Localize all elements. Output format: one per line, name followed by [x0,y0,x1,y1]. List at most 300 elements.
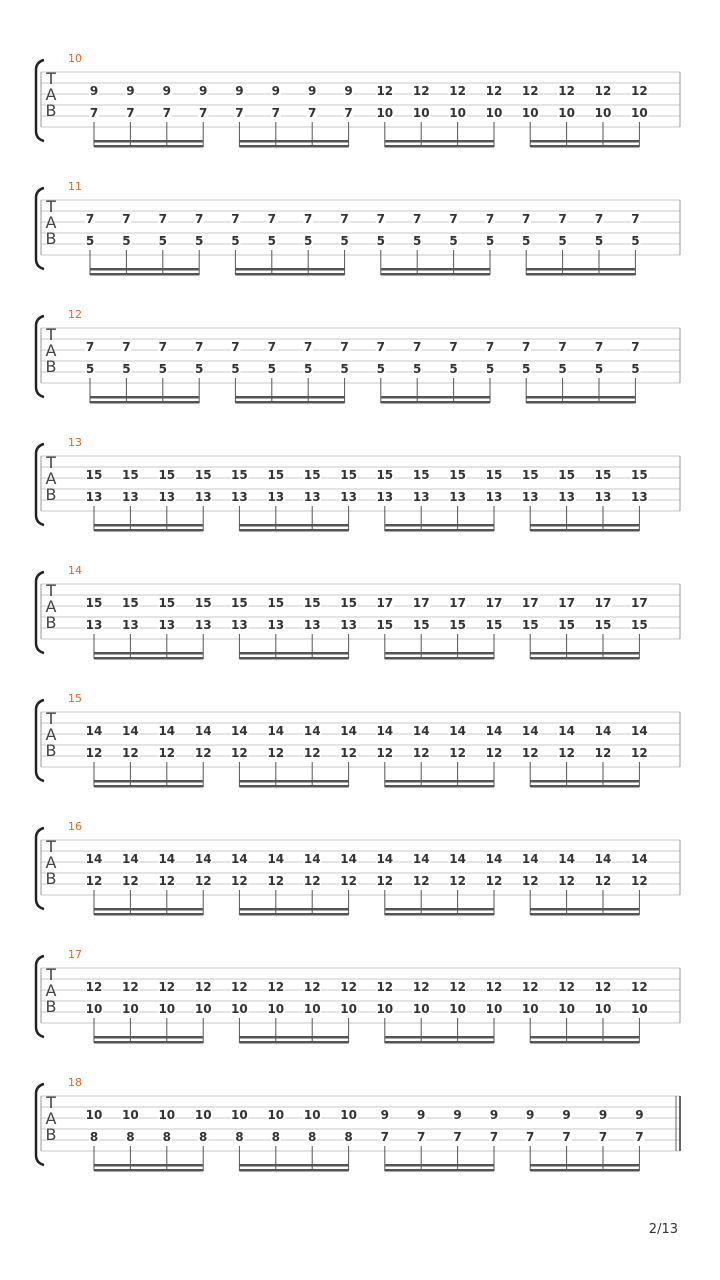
fret-number-top: 14 [521,724,539,738]
fret-number-bottom: 5 [158,362,167,376]
fret-number-top: 9 [199,84,208,98]
beam-secondary [385,652,494,655]
beam-secondary [526,268,635,271]
fret-number-bottom: 5 [122,362,131,376]
fret-number-top: 15 [376,468,394,482]
fret-number-bottom: 7 [235,106,244,120]
fret-number-bottom: 13 [303,490,321,504]
fret-number-top: 9 [271,84,280,98]
fret-number-top: 15 [449,468,466,482]
tab-system [36,1076,680,1172]
fret-number-top: 14 [340,852,357,866]
fret-number-bottom: 15 [449,618,466,632]
tab-clef-letter: A [45,341,57,360]
beam-secondary [94,1036,203,1039]
fret-number-top: 7 [413,340,422,354]
fret-number-top: 14 [231,724,248,738]
fret-number-bottom: 5 [340,362,349,376]
fret-number-bottom: 8 [162,1130,171,1144]
fret-number-bottom: 12 [303,874,321,888]
fret-number-bottom: 13 [194,618,212,632]
beam-primary [530,529,639,532]
fret-number-top: 14 [85,852,103,866]
measure-number: 13 [68,436,82,449]
fret-number-top: 9 [417,1108,426,1122]
tab-system [36,308,680,404]
fret-number-bottom: 5 [558,234,567,248]
fret-number-top: 7 [231,212,240,226]
fret-number-top: 12 [594,84,612,98]
beam-secondary [239,908,348,911]
fret-number-bottom: 5 [485,362,495,376]
measure-number: 11 [68,180,82,193]
fret-number-top: 15 [231,596,248,610]
beam-secondary [239,524,348,527]
fret-number-bottom: 13 [340,490,357,504]
tab-system [36,948,680,1044]
fret-number-top: 14 [267,724,285,738]
fret-number-bottom: 10 [303,1002,321,1016]
fret-number-bottom: 10 [521,106,539,120]
beam-primary [94,913,203,916]
fret-number-top: 15 [303,596,321,610]
beam-secondary [94,780,203,783]
beam-secondary [94,652,203,655]
fret-number-bottom: 12 [631,874,648,888]
fret-number-top: 14 [303,724,321,738]
beam-primary [385,145,494,148]
fret-number-top: 15 [85,468,103,482]
fret-number-top: 15 [340,468,357,482]
fret-number-top: 10 [85,1108,103,1122]
fret-number-top: 7 [522,340,531,354]
tab-clef-letter: T [46,709,56,728]
fret-number-bottom: 13 [558,490,575,504]
tab-clef-letter: A [45,85,57,104]
fret-number-bottom: 15 [412,618,430,632]
beam-primary [530,913,639,916]
fret-number-top: 14 [158,852,176,866]
fret-number-top: 12 [376,980,394,994]
fret-number-bottom: 13 [631,490,648,504]
beam-primary [90,273,199,276]
tab-system [36,564,680,660]
beam-secondary [235,268,344,271]
beam-secondary [530,140,639,143]
fret-number-top: 7 [158,340,167,354]
beam-secondary [90,268,199,271]
beam-primary [385,1169,494,1172]
fret-number-bottom: 13 [485,490,503,504]
fret-number-bottom: 12 [85,874,103,888]
fret-number-bottom: 7 [126,106,135,120]
fret-number-bottom: 12 [376,874,394,888]
fret-number-top: 9 [489,1108,499,1122]
fret-number-top: 15 [85,596,103,610]
fret-number-bottom: 5 [231,362,240,376]
fret-number-top: 14 [485,724,503,738]
beam-secondary [235,396,344,399]
beam-secondary [530,1164,639,1167]
fret-number-bottom: 10 [376,1002,394,1016]
fret-number-top: 15 [521,468,539,482]
fret-number-top: 9 [162,84,171,98]
beam-primary [235,401,344,404]
fret-number-top: 17 [376,596,394,610]
fret-number-bottom: 10 [521,1002,539,1016]
fret-number-top: 14 [231,852,248,866]
beam-secondary [94,140,203,143]
tab-clef-letter: B [45,101,57,120]
measure-number: 18 [68,1076,82,1089]
fret-number-top: 12 [85,980,103,994]
fret-number-top: 15 [267,468,285,482]
fret-number-top: 7 [267,340,276,354]
fret-number-bottom: 5 [376,362,385,376]
fret-number-top: 14 [631,852,648,866]
beam-secondary [381,396,490,399]
fret-number-top: 9 [380,1108,389,1122]
beam-primary [94,657,203,660]
fret-number-top: 14 [412,852,430,866]
fret-number-top: 12 [449,980,466,994]
page-number: 2/13 [648,1222,678,1237]
fret-number-bottom: 7 [635,1130,644,1144]
fret-number-top: 9 [526,1108,535,1122]
beam-secondary [530,780,639,783]
fret-number-top: 7 [558,340,567,354]
tab-clef-letter: B [45,613,57,632]
beam-secondary [381,268,490,271]
fret-number-top: 14 [594,724,612,738]
fret-number-bottom: 5 [304,362,313,376]
fret-number-top: 9 [562,1108,571,1122]
fret-number-bottom: 13 [594,490,612,504]
fret-number-top: 14 [303,852,321,866]
fret-number-bottom: 5 [558,362,567,376]
fret-number-bottom: 5 [85,234,95,248]
tab-clef-letter: A [45,725,57,744]
beam-secondary [239,652,348,655]
beam-secondary [385,140,494,143]
fret-number-bottom: 5 [413,234,422,248]
measure-number: 15 [68,692,82,705]
fret-number-bottom: 7 [562,1130,571,1144]
beam-primary [239,1041,348,1044]
fret-number-bottom: 13 [521,490,539,504]
fret-number-bottom: 7 [199,106,208,120]
fret-number-bottom: 5 [340,234,349,248]
fret-number-top: 15 [231,468,248,482]
fret-number-bottom: 12 [194,746,212,760]
fret-number-bottom: 7 [89,106,99,120]
fret-number-bottom: 12 [194,874,212,888]
fret-number-top: 14 [85,724,103,738]
fret-number-top: 15 [340,596,357,610]
fret-number-bottom: 12 [158,874,176,888]
fret-number-top: 7 [376,212,385,226]
beam-primary [385,913,494,916]
fret-number-bottom: 8 [89,1130,99,1144]
fret-number-top: 7 [485,340,495,354]
tab-clef-letter: B [45,869,57,888]
fret-number-bottom: 8 [308,1130,317,1144]
beam-primary [530,657,639,660]
beam-primary [90,401,199,404]
fret-number-bottom: 8 [199,1130,208,1144]
fret-number-bottom: 8 [344,1130,353,1144]
beam-primary [239,529,348,532]
fret-number-top: 15 [412,468,430,482]
fret-number-top: 14 [267,852,285,866]
fret-number-top: 14 [558,852,575,866]
tab-system [36,52,680,148]
fret-number-top: 12 [521,84,539,98]
fret-number-bottom: 12 [267,746,285,760]
fret-number-top: 14 [485,852,503,866]
fret-number-top: 7 [267,212,276,226]
fret-number-top: 12 [558,84,575,98]
fret-number-bottom: 12 [376,746,394,760]
fret-number-bottom: 5 [195,234,204,248]
fret-number-top: 15 [485,468,503,482]
fret-number-bottom: 5 [631,234,640,248]
fret-number-top: 12 [449,84,466,98]
fret-number-top: 7 [594,340,604,354]
fret-number-top: 15 [194,468,212,482]
tab-clef-letter: T [46,69,56,88]
fret-number-bottom: 7 [598,1130,608,1144]
tab-clef-letter: A [45,1109,57,1128]
fret-number-top: 9 [235,84,244,98]
fret-number-top: 14 [449,724,466,738]
fret-number-top: 12 [376,84,394,98]
fret-number-bottom: 8 [271,1130,280,1144]
fret-number-top: 10 [231,1108,248,1122]
fret-number-bottom: 10 [85,1002,103,1016]
fret-number-bottom: 12 [521,746,539,760]
beam-secondary [526,396,635,399]
fret-number-bottom: 13 [231,618,248,632]
fret-number-bottom: 10 [449,1002,466,1016]
tab-clef-letter: B [45,357,57,376]
fret-number-bottom: 10 [340,1002,357,1016]
fret-number-bottom: 5 [231,234,240,248]
fret-number-top: 9 [344,84,353,98]
tab-clef-letter: B [45,229,57,248]
fret-number-bottom: 12 [521,874,539,888]
tab-clef-letter: B [45,741,57,760]
tab-clef-letter: B [45,1125,57,1144]
fret-number-bottom: 5 [631,362,640,376]
beam-primary [530,145,639,148]
beam-primary [381,273,490,276]
fret-number-top: 10 [122,1108,139,1122]
beam-primary [385,1041,494,1044]
fret-number-top: 10 [194,1108,212,1122]
beam-primary [385,657,494,660]
beam-secondary [94,524,203,527]
fret-number-bottom: 12 [449,874,466,888]
tab-system [36,820,680,916]
fret-number-top: 15 [158,468,176,482]
fret-number-bottom: 13 [412,490,430,504]
fret-number-top: 14 [521,852,539,866]
fret-number-bottom: 12 [631,746,648,760]
tab-clef-letter: T [46,965,56,984]
fret-number-bottom: 5 [195,362,204,376]
fret-number-top: 7 [413,212,422,226]
fret-number-top: 12 [485,84,503,98]
fret-number-top: 12 [485,980,503,994]
fret-number-top: 9 [598,1108,608,1122]
fret-number-top: 12 [267,980,285,994]
fret-number-top: 15 [122,468,139,482]
beam-secondary [385,780,494,783]
beam-secondary [530,652,639,655]
fret-number-bottom: 12 [594,746,612,760]
tab-clef-letter: B [45,997,57,1016]
fret-number-bottom: 15 [485,618,503,632]
fret-number-bottom: 13 [340,618,357,632]
beam-primary [530,1169,639,1172]
fret-number-bottom: 12 [449,746,466,760]
fret-number-top: 14 [558,724,575,738]
fret-number-top: 7 [376,340,385,354]
fret-number-top: 12 [631,980,648,994]
fret-number-top: 17 [412,596,430,610]
fret-number-top: 14 [158,724,176,738]
fret-number-top: 9 [126,84,135,98]
fret-number-bottom: 7 [308,106,317,120]
tab-clef-letter: A [45,853,57,872]
fret-number-bottom: 15 [594,618,612,632]
fret-number-top: 7 [85,340,95,354]
fret-number-top: 12 [412,84,430,98]
fret-number-top: 12 [122,980,139,994]
tab-clef-letter: T [46,197,56,216]
beam-secondary [530,524,639,527]
tab-system [36,692,680,788]
fret-number-top: 17 [449,596,466,610]
beam-secondary [385,524,494,527]
beam-secondary [385,1164,494,1167]
tab-clef-letter: T [46,325,56,344]
fret-number-top: 10 [303,1108,321,1122]
fret-number-top: 7 [449,212,458,226]
tab-clef-letter: T [46,1093,56,1112]
fret-number-top: 7 [304,340,313,354]
fret-number-top: 12 [231,980,248,994]
fret-number-bottom: 10 [594,1002,612,1016]
fret-number-bottom: 10 [122,1002,139,1016]
fret-number-top: 14 [194,852,212,866]
fret-number-bottom: 5 [122,234,131,248]
beam-primary [530,785,639,788]
beam-secondary [239,140,348,143]
fret-number-bottom: 12 [340,746,357,760]
fret-number-bottom: 5 [594,362,604,376]
fret-number-bottom: 15 [631,618,648,632]
fret-number-top: 14 [594,852,612,866]
fret-number-bottom: 10 [158,1002,176,1016]
beam-primary [94,529,203,532]
fret-number-bottom: 13 [85,490,103,504]
fret-number-bottom: 8 [235,1130,244,1144]
beam-primary [530,1041,639,1044]
fret-number-top: 15 [267,596,285,610]
fret-number-top: 9 [89,84,99,98]
fret-number-top: 7 [340,340,349,354]
fret-number-top: 15 [631,468,648,482]
measure-number: 10 [68,52,82,65]
tab-clef-letter: A [45,981,57,1000]
fret-number-top: 15 [303,468,321,482]
fret-number-top: 15 [594,468,612,482]
beam-primary [526,273,635,276]
beam-primary [239,913,348,916]
fret-number-bottom: 13 [158,490,176,504]
fret-number-top: 7 [195,340,204,354]
beam-primary [94,1041,203,1044]
beam-secondary [90,396,199,399]
fret-number-top: 9 [308,84,317,98]
fret-number-bottom: 12 [412,874,430,888]
fret-number-bottom: 7 [380,1130,389,1144]
fret-number-bottom: 13 [303,618,321,632]
fret-number-bottom: 5 [376,234,385,248]
fret-number-top: 7 [85,212,95,226]
fret-number-top: 12 [158,980,176,994]
fret-number-bottom: 12 [558,746,575,760]
fret-number-bottom: 7 [453,1130,462,1144]
fret-number-bottom: 13 [449,490,466,504]
fret-number-top: 7 [558,212,567,226]
fret-number-top: 12 [303,980,321,994]
beam-primary [239,1169,348,1172]
fret-number-bottom: 15 [558,618,575,632]
beam-primary [235,273,344,276]
fret-number-bottom: 13 [158,618,176,632]
tab-clef-letter: A [45,213,57,232]
beam-secondary [385,908,494,911]
fret-number-top: 17 [631,596,648,610]
fret-number-top: 14 [194,724,212,738]
fret-number-bottom: 13 [122,618,139,632]
fret-number-top: 12 [340,980,357,994]
fret-number-bottom: 13 [85,618,103,632]
fret-number-bottom: 12 [558,874,575,888]
fret-number-top: 7 [522,212,531,226]
fret-number-bottom: 12 [340,874,357,888]
fret-number-top: 17 [521,596,539,610]
beam-primary [94,785,203,788]
fret-number-top: 15 [122,596,139,610]
fret-number-bottom: 7 [489,1130,499,1144]
fret-number-top: 14 [122,852,139,866]
fret-number-top: 15 [194,596,212,610]
fret-number-bottom: 7 [344,106,353,120]
beam-secondary [385,1036,494,1039]
fret-number-top: 14 [412,724,430,738]
fret-number-bottom: 10 [449,106,466,120]
fret-number-top: 14 [376,852,394,866]
tab-system [36,180,680,276]
fret-number-bottom: 12 [122,746,139,760]
fret-number-bottom: 5 [594,234,604,248]
fret-number-bottom: 10 [231,1002,248,1016]
fret-number-bottom: 10 [558,106,575,120]
